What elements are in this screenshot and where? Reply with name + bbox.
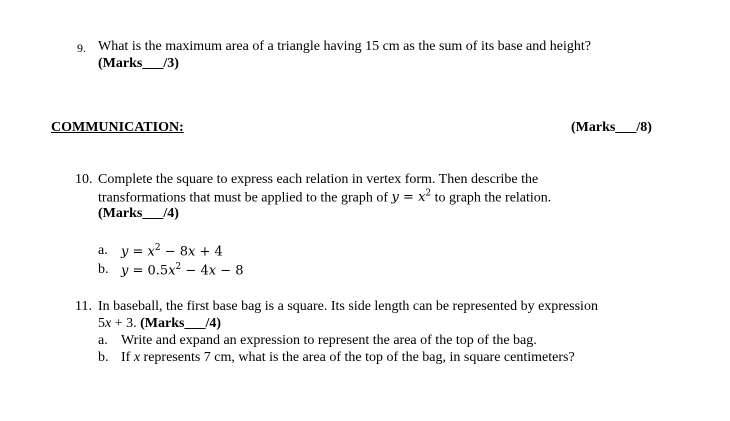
var-x: x [188, 244, 196, 260]
term: − 8 [160, 244, 189, 260]
var-x: x [418, 190, 426, 206]
term: − 4 [181, 263, 209, 279]
var-y: y [391, 190, 399, 206]
exponent: 2 [175, 262, 182, 272]
question-10-line1: Complete the square to express each relation in vertex form. Then describe the [98, 172, 539, 187]
question-10-number: 10. [75, 172, 93, 187]
var-y: y [121, 244, 129, 260]
question-9-marks: (Marks___/3) [98, 56, 179, 71]
question-11-part-a-label: a. [98, 333, 108, 348]
var-x: x [168, 263, 176, 279]
question-9-text: What is the maximum area of a triangle having 15 cm as the sum of its base and height? [98, 39, 591, 54]
question-10-part-a-label: a. [98, 243, 108, 258]
var-y: y [121, 263, 129, 279]
question-11-part-b-text [121, 350, 575, 366]
question-10-marks: (Marks___/4) [98, 206, 179, 221]
expression-coefficient: 5 [98, 316, 105, 331]
question-10-part-b-equation [121, 262, 244, 278]
communication-heading: COMMUNICATION: [51, 120, 184, 135]
constant: + 4 [195, 244, 223, 260]
question-10-equation [392, 190, 432, 205]
question-11-part-a-text: Write and expand an expression to represent the area of the top of the bag. [121, 333, 537, 348]
var-x: x [105, 316, 112, 331]
expression-tail: + 3. [111, 316, 137, 331]
part-b-prefix: If [121, 350, 131, 365]
question-10-part-a-equation [121, 243, 223, 259]
question-11-line2 [98, 316, 221, 332]
equals: = [128, 244, 148, 260]
var-x: x [147, 244, 155, 260]
equals: = 0.5 [128, 263, 169, 279]
exponent: 2 [154, 243, 161, 253]
constant: − 8 [216, 263, 244, 279]
communication-marks: (Marks___/8) [571, 120, 652, 135]
question-11-line1: In baseball, the first base bag is a square. Its side length can be represented by expression [98, 299, 598, 314]
question-11-number: 11. [75, 299, 92, 314]
question-10-line2-suffix: to graph the relation. [434, 190, 552, 206]
question-10-line2 [98, 189, 551, 206]
question-11-part-b-label: b. [98, 350, 109, 365]
equals: = [398, 190, 419, 206]
part-b-body: represents 7 cm, what is the area of the top of the bag, in square centimeters? [143, 350, 575, 365]
var-x: x [208, 263, 217, 279]
question-10-part-b-label: b. [98, 262, 109, 277]
question-11-marks: (Marks___/4) [140, 316, 222, 331]
exponent: 2 [425, 189, 432, 199]
var-x: x [133, 350, 141, 365]
question-10-line2-prefix: transformations that must be applied to the graph of [98, 190, 389, 206]
question-9-number: 9. [77, 41, 86, 55]
